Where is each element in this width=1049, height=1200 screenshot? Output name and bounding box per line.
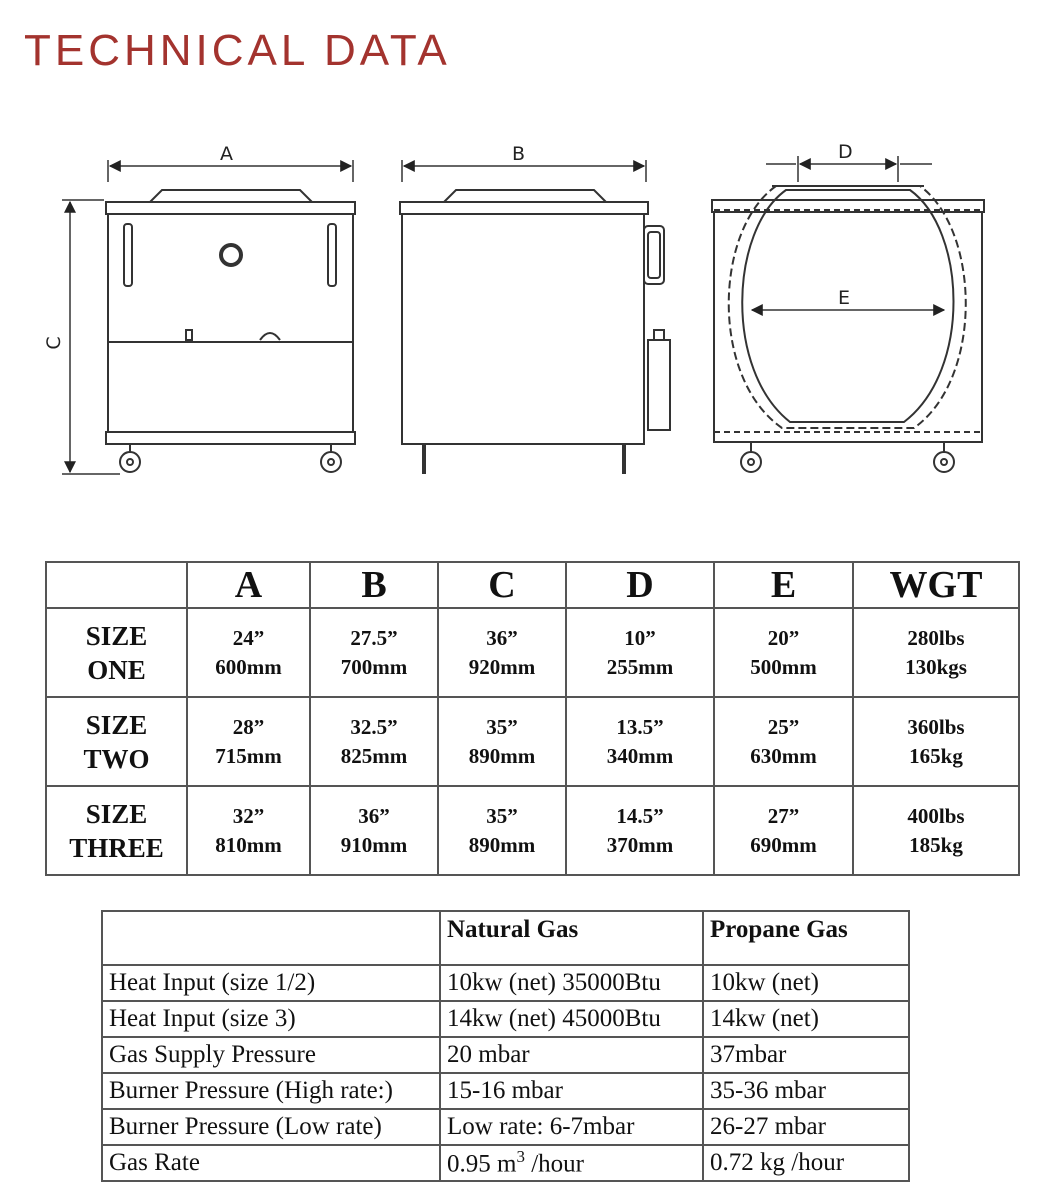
dimension-e-label: E bbox=[838, 287, 851, 309]
table-cell: 10” 255mm bbox=[566, 608, 714, 697]
gas-header-row bbox=[102, 911, 909, 965]
table-cell: 35-36 mbar bbox=[703, 1073, 909, 1109]
front-view-drawing bbox=[62, 160, 355, 474]
row-label: Burner Pressure (Low rate) bbox=[102, 1109, 440, 1145]
table-row bbox=[102, 1109, 909, 1145]
table-cell: 400lbs 185kg bbox=[853, 786, 1019, 875]
table-cell: 27.5” 700mm bbox=[310, 608, 438, 697]
table-cell: 35” 890mm bbox=[438, 697, 566, 786]
table-cell: 14.5” 370mm bbox=[566, 786, 714, 875]
table-cell: 37mbar bbox=[703, 1037, 909, 1073]
side-view-drawing bbox=[400, 160, 670, 474]
header-cell bbox=[46, 562, 187, 608]
header-cell bbox=[102, 911, 440, 965]
header-cell: E bbox=[714, 562, 853, 608]
table-cell: Low rate: 6-7mbar bbox=[440, 1109, 703, 1145]
row-label: SIZE TWO bbox=[46, 697, 187, 786]
dimension-a-label: A bbox=[220, 143, 233, 165]
table-cell: 14kw (net) bbox=[703, 1001, 909, 1037]
header-cell: B bbox=[310, 562, 438, 608]
row-label: SIZE ONE bbox=[46, 608, 187, 697]
row-label: Burner Pressure (High rate:) bbox=[102, 1073, 440, 1109]
dimension-c-label: C bbox=[43, 336, 65, 350]
row-label: Heat Input (size 3) bbox=[102, 1001, 440, 1037]
row-label: Gas Rate bbox=[102, 1145, 440, 1181]
table-cell: 32.5” 825mm bbox=[310, 697, 438, 786]
table-cell: 280lbs 130kgs bbox=[853, 608, 1019, 697]
table-cell: 10kw (net) 35000Btu bbox=[440, 965, 703, 1001]
header-cell: A bbox=[187, 562, 310, 608]
table-cell: 28” 715mm bbox=[187, 697, 310, 786]
table-row bbox=[102, 965, 909, 1001]
table-cell: 10kw (net) bbox=[703, 965, 909, 1001]
table-row bbox=[46, 608, 1019, 697]
row-label: Gas Supply Pressure bbox=[102, 1037, 440, 1073]
table-cell: 20” 500mm bbox=[714, 608, 853, 697]
table-cell: 32” 810mm bbox=[187, 786, 310, 875]
table-cell: 36” 920mm bbox=[438, 608, 566, 697]
table-cell: 14kw (net) 45000Btu bbox=[440, 1001, 703, 1037]
page-title: TECHNICAL DATA bbox=[24, 26, 451, 75]
table-cell: 27” 690mm bbox=[714, 786, 853, 875]
table-cell: 0.72 kg /hour bbox=[703, 1145, 909, 1181]
row-label: SIZE THREE bbox=[46, 786, 187, 875]
table-cell: 20 mbar bbox=[440, 1037, 703, 1073]
table-row bbox=[102, 1037, 909, 1073]
technical-drawings bbox=[0, 130, 1049, 490]
table-row bbox=[102, 1001, 909, 1037]
table-cell: 360lbs 165kg bbox=[853, 697, 1019, 786]
table-row bbox=[102, 1145, 909, 1181]
table-cell: 26-27 mbar bbox=[703, 1109, 909, 1145]
table-row bbox=[46, 786, 1019, 875]
table-row bbox=[102, 1073, 909, 1109]
header-cell: WGT bbox=[853, 562, 1019, 608]
gas-specs-table bbox=[101, 910, 910, 1182]
table-cell: 15-16 mbar bbox=[440, 1073, 703, 1109]
dimension-d-label: D bbox=[838, 141, 853, 163]
table-cell: 36” 910mm bbox=[310, 786, 438, 875]
dimensions-header-row bbox=[46, 562, 1019, 608]
table-cell: 24” 600mm bbox=[187, 608, 310, 697]
table-row bbox=[46, 697, 1019, 786]
table-cell: 13.5” 340mm bbox=[566, 697, 714, 786]
header-cell: Natural Gas bbox=[440, 911, 703, 965]
table-cell: 35” 890mm bbox=[438, 786, 566, 875]
section-view-drawing bbox=[712, 156, 984, 472]
header-cell: C bbox=[438, 562, 566, 608]
dimension-b-label: B bbox=[512, 143, 526, 165]
header-cell: Propane Gas bbox=[703, 911, 909, 965]
table-cell: 0.95 $m^3$ /hour bbox=[440, 1145, 703, 1181]
dimensions-table bbox=[45, 561, 1020, 876]
table-cell: 25” 630mm bbox=[714, 697, 853, 786]
row-label: Heat Input (size 1/2) bbox=[102, 965, 440, 1001]
header-cell: D bbox=[566, 562, 714, 608]
